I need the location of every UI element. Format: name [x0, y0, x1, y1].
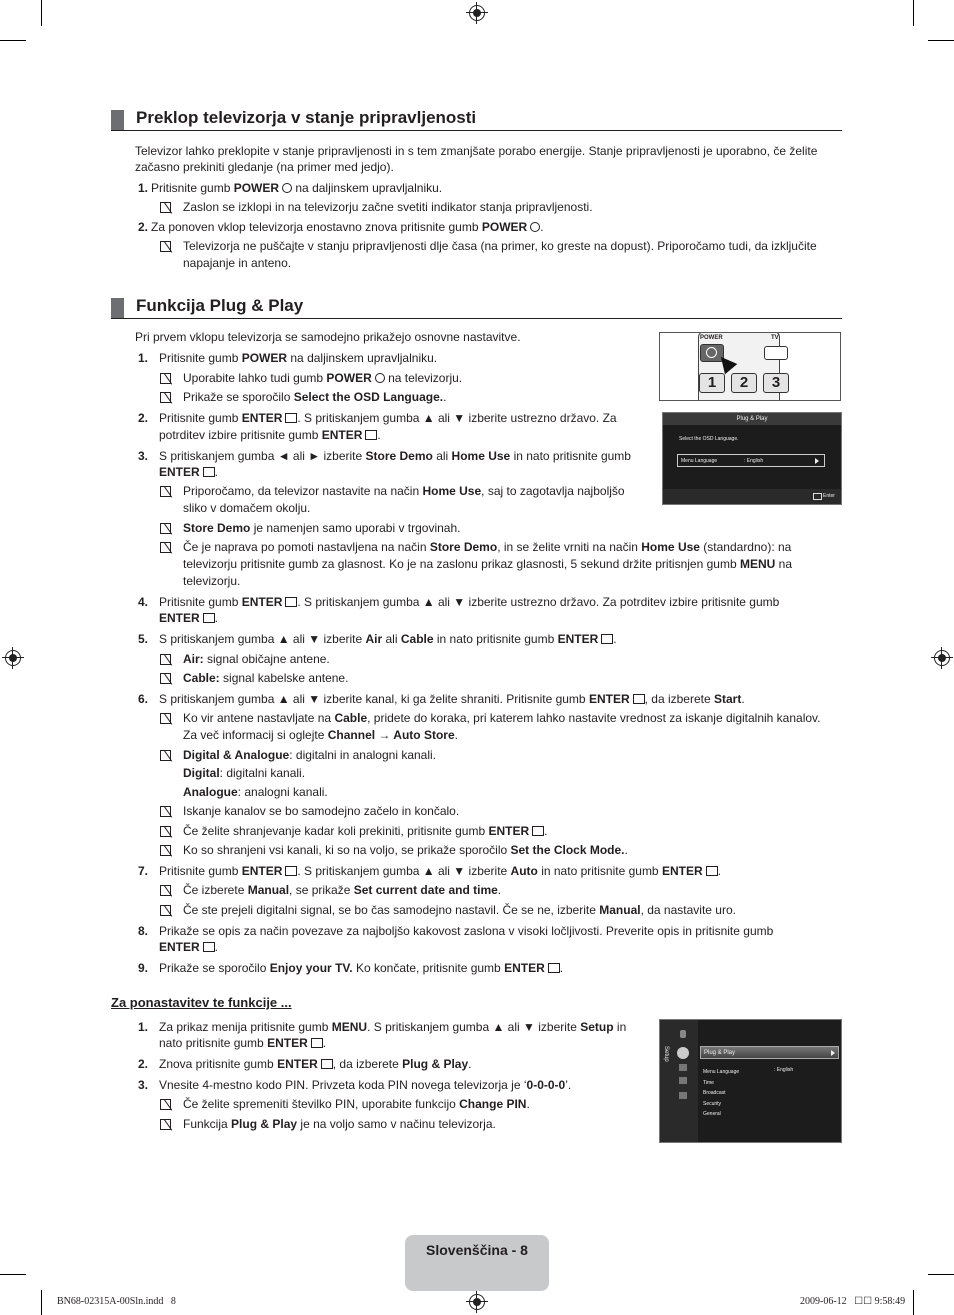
step-text: Prikaže se opis za način povezave za najboljšo kakovost zaslona v visoki ločljivosti. Preverite opis in pritisnite gumb	[159, 924, 774, 938]
osd-enter-label: Enter	[823, 493, 835, 499]
registration-mark-icon	[469, 1294, 485, 1310]
osd-selected-label: Plug & Play	[704, 1050, 736, 1056]
osd-item: General	[703, 1111, 721, 1117]
step-text: Za prikaz menija pritisnite gumb MENU. S pritiskanjem gumba ▲ ali ▼ izberite Setup in	[159, 1020, 627, 1034]
remote-tv-button	[764, 346, 788, 360]
step-number: 3.	[138, 449, 149, 463]
paragraph: Televizor lahko preklopite v stanje pripravljenosti in s tem zmanjšate porabo energije. Stanje pripravljenosti je uporabno, če želite	[135, 144, 818, 158]
step-number: 2.	[138, 1057, 149, 1071]
note-icon	[160, 523, 171, 534]
note-icon	[160, 486, 171, 497]
step-text: S pritiskanjem gumba ▲ ali ▼ izberite Air ali Cable in nato pritisnite gumb ENTER .	[159, 632, 617, 646]
note-icon	[160, 845, 171, 856]
step-text: ENTER .	[159, 611, 219, 625]
note-icon	[160, 826, 171, 837]
enter-icon	[813, 493, 822, 500]
note-icon	[160, 673, 171, 684]
note-text: Funkcija Plug & Play je na voljo samo v načinu televizorja.	[183, 1117, 496, 1131]
osd-selected-item	[700, 1046, 839, 1059]
step-text: S pritiskanjem gumba ◄ ali ► izberite Store Demo ali Home Use in nato pritisnite gumb	[159, 449, 631, 463]
enter-icon	[365, 430, 377, 440]
note-text: sliko v domačem okolju.	[183, 501, 311, 515]
file-info: BN68-02315A-00Sln.indd 8	[57, 1296, 176, 1307]
note-text: Ko so shranjeni vsi kanali, ki so na voljo, se prikaže sporočilo Set the Clock Mode..	[183, 843, 628, 857]
step-number: 1.	[138, 181, 149, 195]
step-text: Znova pritisnite gumb ENTER , da izberete Plug & Play.	[159, 1057, 472, 1071]
remote-key-3: 3	[763, 373, 789, 393]
enter-icon	[706, 866, 718, 876]
note-text: Cable: signal kabelske antene.	[183, 671, 349, 685]
note-text: televizorju.	[183, 574, 241, 588]
note-text: Digital: digitalni kanali.	[183, 766, 306, 780]
osd-item-value: : English	[774, 1067, 794, 1073]
enter-icon	[548, 963, 560, 973]
step-number: 1.	[138, 1020, 149, 1034]
remote-key-1: 1	[699, 373, 725, 393]
note-icon	[160, 750, 171, 761]
note-icon	[160, 885, 171, 896]
step-number: 9.	[138, 961, 149, 975]
note-icon	[160, 713, 171, 724]
osd-prompt: Select the OSD Language.	[679, 436, 739, 442]
note-icon	[160, 241, 171, 252]
remote-power-label: POWER	[700, 335, 723, 341]
step-number: 6.	[138, 692, 149, 706]
osd-item: Security	[703, 1100, 722, 1107]
osd-title: Plug & Play	[663, 413, 841, 425]
gear-icon	[677, 1047, 689, 1059]
power-icon	[375, 373, 385, 383]
step-text: ENTER .	[159, 940, 219, 954]
osd-item: Time	[703, 1079, 714, 1086]
note-icon	[160, 654, 171, 665]
note-text: Če izberete Manual, se prikaže Set current date and time.	[183, 883, 502, 897]
section-title: Funkcija Plug & Play	[136, 296, 304, 315]
power-icon	[282, 183, 292, 193]
osd-row-value: : English	[744, 458, 764, 464]
enter-icon	[321, 1059, 333, 1069]
enter-icon	[285, 413, 297, 423]
note-icon	[160, 1099, 171, 1110]
note-text: Iskanje kanalov se bo samodejno začelo in končalo.	[183, 804, 460, 818]
note-icon	[160, 806, 171, 817]
note-text: Zaslon se izklopi in na televizorju začne svetiti indikator stanja pripravljenosti.	[183, 200, 593, 214]
note-text: televizorju pritisnite gumb za glasnost. Ko je na zaslonu prikaz glasnosti, 5 sekund držite pritisnjen gumb MENU na	[183, 557, 792, 571]
note-text: Analogue: analogni kanali.	[183, 785, 328, 799]
note-text: Ko vir antene nastavljate na Cable, pridete do koraka, pri katerem lahko nastavite vrednost za iskanje digitalnih kanalov.	[183, 711, 821, 725]
help-icon	[679, 1092, 687, 1099]
remote-tv-label: TV	[771, 335, 779, 341]
section-heading-plug-play	[111, 296, 842, 319]
note-icon	[160, 542, 171, 553]
note-text: Za več informacij si oglejte Channel → Auto Store.	[183, 728, 458, 742]
osd-item: Menu Language	[703, 1069, 740, 1075]
app-icon	[679, 1077, 687, 1084]
note-text: napajanje in anteno.	[183, 256, 292, 270]
arrow-right-icon	[815, 458, 819, 464]
osd-language-row	[677, 454, 825, 467]
note-icon	[160, 905, 171, 916]
step-number: 2.	[138, 411, 149, 425]
note-text: Digital & Analogue: digitalni in analogni kanali.	[183, 748, 436, 762]
osd-item: Broadcast	[703, 1090, 726, 1096]
note-text: Če ste prejeli digitalni signal, se bo čas samodejno nastavil. Če se ne, izberite Manual, da nastavite uro.	[183, 903, 736, 917]
step-text: Pritisnite gumb POWER na daljinskem upravljalniku.	[159, 351, 438, 365]
enter-icon	[285, 597, 297, 607]
note-text: Store Demo je namenjen samo uporabi v trgovinah.	[183, 521, 461, 535]
enter-icon	[203, 613, 215, 623]
osd-setup-screen	[659, 1019, 842, 1143]
print-date: 2009-06-12 ☐☐ 9:58:49	[800, 1296, 906, 1307]
step-text: Za ponoven vklop televizorja enostavno znova pritisnite gumb POWER .	[151, 220, 544, 234]
step-number: 8.	[138, 924, 149, 938]
registration-mark-icon	[934, 650, 950, 666]
input-icon	[679, 1064, 687, 1071]
step-text: ENTER .	[159, 465, 219, 479]
step-text: Prikaže se sporočilo Enjoy your TV. Ko končate, pritisnite gumb ENTER .	[159, 961, 564, 975]
power-icon	[530, 222, 540, 232]
step-text: Pritisnite gumb ENTER . S pritiskanjem gumba ▲ ali ▼ izberite Auto in nato pritisnite gumb ENTER .	[159, 864, 721, 878]
step-text: Pritisnite gumb ENTER . S pritiskanjem gumba ▲ ali ▼ izberite ustrezno državo. Za	[159, 411, 617, 425]
step-number: 7.	[138, 864, 149, 878]
enter-icon	[633, 694, 645, 704]
step-text: nato pritisnite gumb ENTER .	[159, 1036, 327, 1050]
paragraph: Pri prvem vklopu televizorja se samodejno prikažejo osnovne nastavitve.	[135, 330, 521, 344]
step-number: 5.	[138, 632, 149, 646]
osd-row-label: Menu Language	[681, 458, 718, 464]
osd-side-label: Setup	[663, 1046, 669, 1062]
remote-key-2: 2	[731, 373, 757, 393]
registration-mark-icon	[469, 5, 485, 21]
page-number: Slovenščina - 8	[426, 1242, 528, 1258]
step-text: S pritiskanjem gumba ▲ ali ▼ izberite kanal, ki ga želite shraniti. Pritisnite gumb ENTER , da izberete Start.	[159, 692, 745, 706]
section-heading-standby	[111, 108, 842, 131]
enter-icon	[203, 467, 215, 477]
registration-mark-icon	[5, 650, 21, 666]
osd-item-list	[703, 1067, 739, 1120]
note-icon	[160, 392, 171, 403]
page-footer-box	[405, 1235, 549, 1291]
menu-icon	[680, 1030, 686, 1038]
enter-icon	[203, 942, 215, 952]
note-icon	[160, 202, 171, 213]
enter-icon	[601, 634, 613, 644]
step-text: Pritisnite gumb POWER na daljinskem upravljalniku.	[151, 181, 443, 195]
note-text: Če želite shranjevanje kadar koli prekiniti, pritisnite gumb ENTER .	[183, 824, 548, 838]
step-number: 4.	[138, 595, 149, 609]
note-text: Če je naprava po pomoti nastavljena na način Store Demo, in se želite vrniti na način Home Use (standardno): na	[183, 540, 792, 554]
step-text: Pritisnite gumb ENTER . S pritiskanjem gumba ▲ ali ▼ izberite ustrezno državo. Za potrditev izbire pritisnite gumb	[159, 595, 780, 609]
note-text: Televizorja ne puščajte v stanju pripravljenosti dlje časa (na primer, ko greste na dopust). Priporočamo tudi, da izključite	[183, 239, 817, 253]
note-icon	[160, 373, 171, 384]
step-number: 1.	[138, 351, 149, 365]
enter-icon	[532, 826, 544, 836]
subsection-title: Za ponastavitev te funkcije ...	[111, 995, 292, 1010]
note-text: Če želite spremeniti številko PIN, uporabite funkcijo Change PIN.	[183, 1097, 530, 1111]
section-title: Preklop televizorja v stanje pripravljenosti	[136, 108, 477, 127]
step-text: potrditev izbire pritisnite gumb ENTER .	[159, 428, 381, 442]
paragraph: začasno prekiniti gledanje (na primer med jedjo).	[135, 160, 394, 174]
step-number: 2.	[138, 220, 149, 234]
arrow-right-icon	[831, 1050, 835, 1056]
enter-icon	[285, 866, 297, 876]
osd-plug-play-screen	[662, 412, 842, 505]
note-text: Priporočamo, da televizor nastavite na način Home Use, saj to zagotavlja najboljšo	[183, 484, 625, 498]
remote-illustration	[659, 332, 841, 401]
note-text: Uporabite lahko tudi gumb POWER na televizorju.	[183, 371, 463, 385]
step-text: Vnesite 4-mestno kodo PIN. Privzeta koda PIN novega televizorja je ‘0-0-0-0’.	[159, 1078, 572, 1092]
note-icon	[160, 1119, 171, 1130]
note-text: Prikaže se sporočilo Select the OSD Language..	[183, 390, 447, 404]
step-number: 3.	[138, 1078, 149, 1092]
note-text: Air: signal običajne antene.	[183, 652, 330, 666]
enter-icon	[311, 1038, 323, 1048]
